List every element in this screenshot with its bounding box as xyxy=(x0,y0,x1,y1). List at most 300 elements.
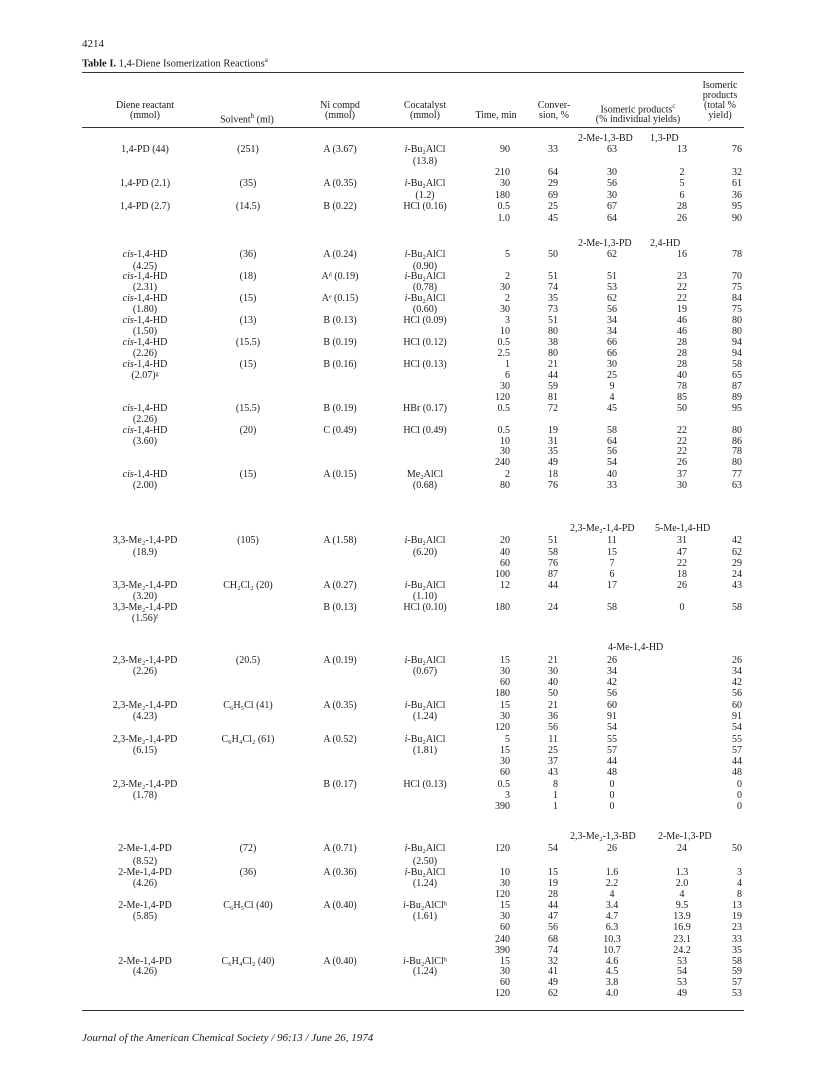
iso1-cell: 1.6 xyxy=(605,867,619,878)
cocat-cell: HCl (0.13) xyxy=(403,359,447,370)
iso1-cell: 0 xyxy=(609,790,615,801)
table-row xyxy=(0,878,820,889)
table-row xyxy=(0,249,820,260)
solvent-cell: (15) xyxy=(239,359,257,370)
iso1-cell: 3.4 xyxy=(605,900,619,911)
conv-cell: 24 xyxy=(548,602,558,613)
iso1-cell: 56 xyxy=(607,446,617,457)
table-row xyxy=(0,889,820,900)
cocat-cell: (1.10) xyxy=(412,591,438,602)
conv-cell: 68 xyxy=(548,934,558,945)
iso2-cell: 28 xyxy=(677,348,687,359)
iso1-cell: 4.5 xyxy=(605,966,619,977)
total-cell: 8 xyxy=(737,889,742,900)
iso1-cell: 30 xyxy=(607,190,617,201)
section-label-a: 2,3-Me₂-1,3-BD xyxy=(570,831,636,842)
journal-footer: Journal of the American Chemical Society / 96:13 / June 26, 1974 xyxy=(82,1032,374,1044)
cocat-cell: (6.20) xyxy=(412,547,438,558)
diene-cell: (1.56)ᶠ xyxy=(131,613,159,624)
iso1-cell: 91 xyxy=(607,711,617,722)
ni-cell: B (0.16) xyxy=(323,359,357,370)
time-cell: 0.5 xyxy=(497,337,510,348)
table-row xyxy=(0,613,820,624)
iso1-cell: 6.3 xyxy=(605,922,619,933)
iso1-cell: 10.3 xyxy=(603,934,621,945)
iso2-cell: 78 xyxy=(677,381,687,392)
time-cell: 390 xyxy=(495,945,510,956)
table-row xyxy=(0,558,820,569)
time-cell: 0.5 xyxy=(497,425,510,436)
ni-cell: A (0.27) xyxy=(323,580,357,591)
header-ni-compd: Ni compd (mmol) xyxy=(320,100,360,121)
table-row xyxy=(0,945,820,956)
iso2-cell: 26 xyxy=(677,580,687,591)
conv-cell: 59 xyxy=(548,381,558,392)
iso1-cell: 34 xyxy=(607,315,617,326)
time-cell: 240 xyxy=(495,457,510,468)
solvent-cell: (15.5) xyxy=(235,337,261,348)
time-cell: 60 xyxy=(500,767,510,778)
iso1-cell: 26 xyxy=(607,843,617,854)
table-row xyxy=(0,666,820,677)
total-cell: 58 xyxy=(732,602,742,613)
solvent-cell: (36) xyxy=(239,249,257,260)
cocat-cell: i-Bu₂AlCl xyxy=(404,580,446,591)
diene-cell: 1,4-PD (2.7) xyxy=(119,201,171,212)
time-cell: 10 xyxy=(500,326,510,337)
iso2-cell: 24 xyxy=(677,843,687,854)
time-cell: 30 xyxy=(500,711,510,722)
cocat-cell: HCl (0.09) xyxy=(403,315,447,326)
iso2-cell: 18 xyxy=(677,569,687,580)
total-cell: 95 xyxy=(732,403,742,414)
cocat-cell: HCl (0.49) xyxy=(403,425,447,436)
header-rule xyxy=(82,127,744,128)
iso1-cell: 4.6 xyxy=(605,956,619,967)
iso1-cell: 60 xyxy=(607,700,617,711)
time-cell: 390 xyxy=(495,801,510,812)
diene-cell: (2.26) xyxy=(132,348,158,359)
total-cell: 80 xyxy=(732,326,742,337)
table-row xyxy=(0,359,820,370)
total-cell: 42 xyxy=(732,535,742,546)
total-cell: 48 xyxy=(732,767,742,778)
cocat-cell: (0.67) xyxy=(412,666,438,677)
time-cell: 30 xyxy=(500,966,510,977)
iso1-cell: 56 xyxy=(607,304,617,315)
total-cell: 80 xyxy=(732,315,742,326)
total-cell: 34 xyxy=(732,666,742,677)
conv-cell: 49 xyxy=(548,977,558,988)
diene-cell: (4.23) xyxy=(132,711,158,722)
diene-cell: 1,4-PD (2.1) xyxy=(119,178,171,189)
iso1-cell: 54 xyxy=(607,722,617,733)
table-row xyxy=(0,900,820,911)
cocat-cell: i-Bu₂AlCl xyxy=(404,734,446,745)
iso2-cell: 31 xyxy=(677,535,687,546)
conv-cell: 80 xyxy=(548,348,558,359)
cocat-cell: i-Bu₂AlCl xyxy=(404,655,446,666)
table-row xyxy=(0,843,820,854)
time-cell: 180 xyxy=(495,602,510,613)
conv-cell: 21 xyxy=(548,700,558,711)
table-title: 1,4-Diene Isomerization Reactions xyxy=(118,58,265,70)
diene-cell: (2.26) xyxy=(132,414,158,425)
table-row xyxy=(0,977,820,988)
conv-cell: 72 xyxy=(548,403,558,414)
solvent-cell: C₆H₄Cl₂ (40) xyxy=(221,956,275,967)
conv-cell: 43 xyxy=(548,767,558,778)
conv-cell: 35 xyxy=(548,446,558,457)
time-cell: 120 xyxy=(495,988,510,999)
solvent-cell: (20.5) xyxy=(235,655,261,666)
iso1-cell: 58 xyxy=(607,425,617,436)
diene-cell: (1.50) xyxy=(132,326,158,337)
total-cell: 4 xyxy=(737,878,742,889)
table-row xyxy=(0,602,820,613)
iso2-cell: 28 xyxy=(677,201,687,212)
table-row xyxy=(0,315,820,326)
iso1-cell: 0 xyxy=(609,779,615,790)
iso1-cell: 56 xyxy=(607,178,617,189)
iso1-cell: 10.7 xyxy=(603,945,621,956)
conv-cell: 36 xyxy=(548,711,558,722)
time-cell: 15 xyxy=(500,655,510,666)
iso1-cell: 40 xyxy=(607,469,617,480)
time-cell: 60 xyxy=(500,677,510,688)
solvent-cell: (15.5) xyxy=(235,403,261,414)
cocat-cell: i-Bu₂AlCl xyxy=(404,249,446,260)
total-cell: 77 xyxy=(732,469,742,480)
table-row xyxy=(0,591,820,602)
total-cell: 63 xyxy=(732,480,742,491)
table-title-footnote: a xyxy=(264,56,268,64)
iso1-cell: 62 xyxy=(607,249,617,260)
ni-cell: A (0.40) xyxy=(323,956,357,967)
conv-cell: 33 xyxy=(548,144,558,155)
iso1-cell: 4 xyxy=(609,392,615,403)
time-cell: 240 xyxy=(495,934,510,945)
iso2-cell: 54 xyxy=(677,966,687,977)
iso2-cell: 22 xyxy=(677,282,687,293)
total-cell: 54 xyxy=(732,722,742,733)
iso1-cell: 4.0 xyxy=(605,988,619,999)
conv-cell: 25 xyxy=(548,745,558,756)
time-cell: 120 xyxy=(495,889,510,900)
diene-cell: cis-1,4-HD xyxy=(122,293,168,304)
iso2-cell: 22 xyxy=(677,425,687,436)
solvent-cell: (36) xyxy=(239,867,257,878)
diene-cell: cis-1,4-HD xyxy=(122,337,168,348)
time-cell: 20 xyxy=(500,535,510,546)
ni-cell: A (0.19) xyxy=(323,655,357,666)
total-cell: 36 xyxy=(732,190,742,201)
iso1-cell: 64 xyxy=(607,213,617,224)
section-label-a: 2,3-Me₂-1,4-PD xyxy=(570,523,635,534)
table-row xyxy=(0,271,820,282)
conv-cell: 44 xyxy=(548,580,558,591)
cocat-cell: HCl (0.13) xyxy=(403,779,447,790)
cocat-cell: i-Bu₂AlCl xyxy=(404,144,446,155)
conv-cell: 31 xyxy=(548,436,558,447)
ni-cell: A (0.71) xyxy=(323,843,357,854)
ni-cell: B (0.22) xyxy=(323,201,357,212)
conv-cell: 38 xyxy=(548,337,558,348)
total-cell: 50 xyxy=(732,843,742,854)
iso2-cell: 5 xyxy=(679,178,685,189)
page-number: 4214 xyxy=(82,38,104,50)
iso1-cell: 54 xyxy=(607,457,617,468)
total-cell: 0 xyxy=(737,779,742,790)
table-row xyxy=(0,988,820,999)
conv-cell: 51 xyxy=(548,535,558,546)
time-cell: 30 xyxy=(500,381,510,392)
total-cell: 56 xyxy=(732,688,742,699)
diene-cell: 3,3-Me₂-1,4-PD xyxy=(112,602,178,613)
iso2-cell: 22 xyxy=(677,293,687,304)
time-cell: 10 xyxy=(500,436,510,447)
time-cell: 30 xyxy=(500,666,510,677)
solvent-cell: C₆H₅Cl (40) xyxy=(223,900,273,911)
solvent-cell: (14.5) xyxy=(235,201,261,212)
iso1-cell: 4 xyxy=(609,889,615,900)
time-cell: 15 xyxy=(500,745,510,756)
total-cell: 58 xyxy=(732,956,742,967)
iso1-cell: 26 xyxy=(607,655,617,666)
table-label: Table I. xyxy=(82,58,117,70)
table-row xyxy=(0,569,820,580)
iso2-cell: 46 xyxy=(677,315,687,326)
iso2-cell: 50 xyxy=(677,403,687,414)
solvent-cell: (72) xyxy=(239,843,257,854)
table-row xyxy=(0,370,820,381)
solvent-cell: (15) xyxy=(239,469,257,480)
time-cell: 2 xyxy=(505,293,510,304)
iso2-cell: 22 xyxy=(677,446,687,457)
time-cell: 30 xyxy=(500,282,510,293)
total-cell: 86 xyxy=(732,436,742,447)
conv-cell: 74 xyxy=(548,282,558,293)
diene-cell: (2.00) xyxy=(132,480,158,491)
cocat-cell: HCl (0.16) xyxy=(403,201,447,212)
iso1-cell: 66 xyxy=(607,348,617,359)
table-row xyxy=(0,655,820,666)
table-row xyxy=(0,867,820,878)
table-row xyxy=(0,756,820,767)
solvent-cell: (20) xyxy=(239,425,257,436)
diene-cell: 3,3-Me₂-1,4-PD xyxy=(112,535,178,546)
solvent-cell: (251) xyxy=(237,144,259,155)
total-cell: 57 xyxy=(732,745,742,756)
iso2-cell: 16 xyxy=(677,249,687,260)
conv-cell: 87 xyxy=(548,569,558,580)
conv-cell: 21 xyxy=(548,359,558,370)
time-cell: 5 xyxy=(505,249,510,260)
cocat-cell: i-Bu₂AlCl xyxy=(404,867,446,878)
iso1-cell: 42 xyxy=(607,677,617,688)
table-row xyxy=(0,722,820,733)
iso1-cell: 11 xyxy=(607,535,617,546)
conv-cell: 50 xyxy=(548,249,558,260)
total-cell: 29 xyxy=(732,558,742,569)
diene-cell: cis-1,4-HD xyxy=(122,403,168,414)
cocat-cell: HCl (0.12) xyxy=(403,337,447,348)
table-row xyxy=(0,469,820,480)
diene-cell: cis-1,4-HD xyxy=(122,469,168,480)
cocat-cell: (13.8) xyxy=(412,156,438,167)
iso2-cell: 4 xyxy=(679,889,685,900)
cocat-cell: i-Bu₂AlCl xyxy=(404,178,446,189)
diene-cell: 2,3-Me₂-1,4-PD xyxy=(112,734,178,745)
table-row xyxy=(0,144,820,155)
iso2-cell: 53 xyxy=(677,977,687,988)
diene-cell: cis-1,4-HD xyxy=(122,425,168,436)
table-row xyxy=(0,156,820,167)
conv-cell: 19 xyxy=(548,425,558,436)
iso2-cell: 23 xyxy=(677,271,687,282)
total-cell: 57 xyxy=(732,977,742,988)
time-cell: 30 xyxy=(500,756,510,767)
table-row xyxy=(0,547,820,558)
time-cell: 1 xyxy=(505,359,510,370)
table-row xyxy=(0,711,820,722)
table-row xyxy=(0,700,820,711)
total-cell: 87 xyxy=(732,381,742,392)
time-cell: 40 xyxy=(500,547,510,558)
time-cell: 60 xyxy=(500,977,510,988)
total-cell: 84 xyxy=(732,293,742,304)
conv-cell: 1 xyxy=(553,790,558,801)
iso1-cell: 34 xyxy=(607,666,617,677)
conv-cell: 21 xyxy=(548,655,558,666)
solvent-cell: (18) xyxy=(239,271,257,282)
iso1-cell: 51 xyxy=(607,271,617,282)
time-cell: 15 xyxy=(500,900,510,911)
diene-cell: (4.25) xyxy=(132,261,158,272)
total-cell: 32 xyxy=(732,167,742,178)
time-cell: 1.0 xyxy=(497,213,510,224)
iso1-cell: 55 xyxy=(607,734,617,745)
conv-cell: 51 xyxy=(548,271,558,282)
header-solvent: Solvent$^b$ (ml) xyxy=(220,112,274,126)
diene-cell: (4.26) xyxy=(132,966,158,977)
conv-cell: 15 xyxy=(548,867,558,878)
time-cell: 0.5 xyxy=(497,201,510,212)
iso1-cell: 66 xyxy=(607,337,617,348)
table-row xyxy=(0,403,820,414)
conv-cell: 58 xyxy=(548,547,558,558)
cocat-cell: (0.68) xyxy=(412,480,438,491)
time-cell: 30 xyxy=(500,878,510,889)
diene-cell: 3,3-Me₂-1,4-PD xyxy=(112,580,178,591)
time-cell: 180 xyxy=(495,190,510,201)
table-row xyxy=(0,201,820,212)
iso2-cell: 22 xyxy=(677,436,687,447)
total-cell: 0 xyxy=(737,801,742,812)
iso1-cell: 56 xyxy=(607,688,617,699)
header-cocatalyst: Cocatalyst (mmol) xyxy=(403,100,447,121)
diene-cell: (3.60) xyxy=(132,436,158,447)
conv-cell: 49 xyxy=(548,457,558,468)
iso2-cell: 2 xyxy=(679,167,685,178)
table-row xyxy=(0,381,820,392)
ni-cell: B (0.17) xyxy=(323,779,357,790)
table-row xyxy=(0,767,820,778)
cocat-cell: (1.24) xyxy=(412,711,438,722)
diene-cell: cis-1,4-HD xyxy=(122,359,168,370)
conv-cell: 62 xyxy=(548,988,558,999)
table-row xyxy=(0,677,820,688)
ni-cell: A (0.40) xyxy=(323,900,357,911)
diene-cell: (5.85) xyxy=(132,911,158,922)
iso2-cell: 22 xyxy=(677,558,687,569)
time-cell: 12 xyxy=(500,580,510,591)
conv-cell: 74 xyxy=(548,945,558,956)
conv-cell: 76 xyxy=(548,480,558,491)
diene-cell: (2.31) xyxy=(132,282,158,293)
ni-cell: A (0.52) xyxy=(323,734,357,745)
time-cell: 15 xyxy=(500,700,510,711)
ni-cell: A (3.67) xyxy=(323,144,357,155)
total-cell: 80 xyxy=(732,425,742,436)
diene-cell: 1,4-PD (44) xyxy=(121,144,169,155)
cocat-cell: Me₂AlCl xyxy=(406,469,444,480)
table-row xyxy=(0,293,820,304)
total-cell: 13 xyxy=(732,900,742,911)
top-rule xyxy=(82,72,744,73)
iso2-cell: 47 xyxy=(677,547,687,558)
diene-cell: (8.52) xyxy=(132,856,158,867)
total-cell: 75 xyxy=(732,282,742,293)
iso1-cell: 17 xyxy=(607,580,617,591)
solvent-cell: C₆H₄Cl₂ (61) xyxy=(221,734,275,745)
conv-cell: 56 xyxy=(548,722,558,733)
total-cell: 76 xyxy=(732,144,742,155)
cocat-cell: i-Bu₂AlClʰ xyxy=(403,900,447,911)
iso2-cell: 28 xyxy=(677,359,687,370)
iso2-cell: 53 xyxy=(677,956,687,967)
time-cell: 6 xyxy=(505,370,510,381)
total-cell: 90 xyxy=(732,213,742,224)
ni-cell: A (0.36) xyxy=(323,867,357,878)
iso2-cell: 30 xyxy=(677,480,687,491)
iso1-cell: 63 xyxy=(607,144,617,155)
total-cell: 44 xyxy=(732,756,742,767)
diene-cell: 2-Me-1,4-PD xyxy=(118,956,172,967)
total-cell: 23 xyxy=(732,922,742,933)
time-cell: 3 xyxy=(505,790,510,801)
table-row xyxy=(0,688,820,699)
total-cell: 75 xyxy=(732,304,742,315)
cocat-cell: (1.24) xyxy=(412,878,438,889)
time-cell: 210 xyxy=(495,167,510,178)
iso1-cell: 15 xyxy=(607,547,617,558)
total-cell: 70 xyxy=(732,271,742,282)
iso2-cell: 26 xyxy=(677,213,687,224)
time-cell: 30 xyxy=(500,304,510,315)
solvent-cell: (13) xyxy=(239,315,257,326)
total-cell: 19 xyxy=(732,911,742,922)
diene-cell: (2.26) xyxy=(132,666,158,677)
conv-cell: 50 xyxy=(548,688,558,699)
cocat-cell: i-Bu₂AlCl xyxy=(404,843,446,854)
section-label-b: 2,4-HD xyxy=(650,238,681,249)
iso1-cell: 30 xyxy=(607,167,617,178)
table-row xyxy=(0,779,820,790)
diene-cell: 2,3-Me₂-1,4-PD xyxy=(112,779,178,790)
ni-cell: A (1.58) xyxy=(323,535,357,546)
iso2-cell: 37 xyxy=(677,469,687,480)
